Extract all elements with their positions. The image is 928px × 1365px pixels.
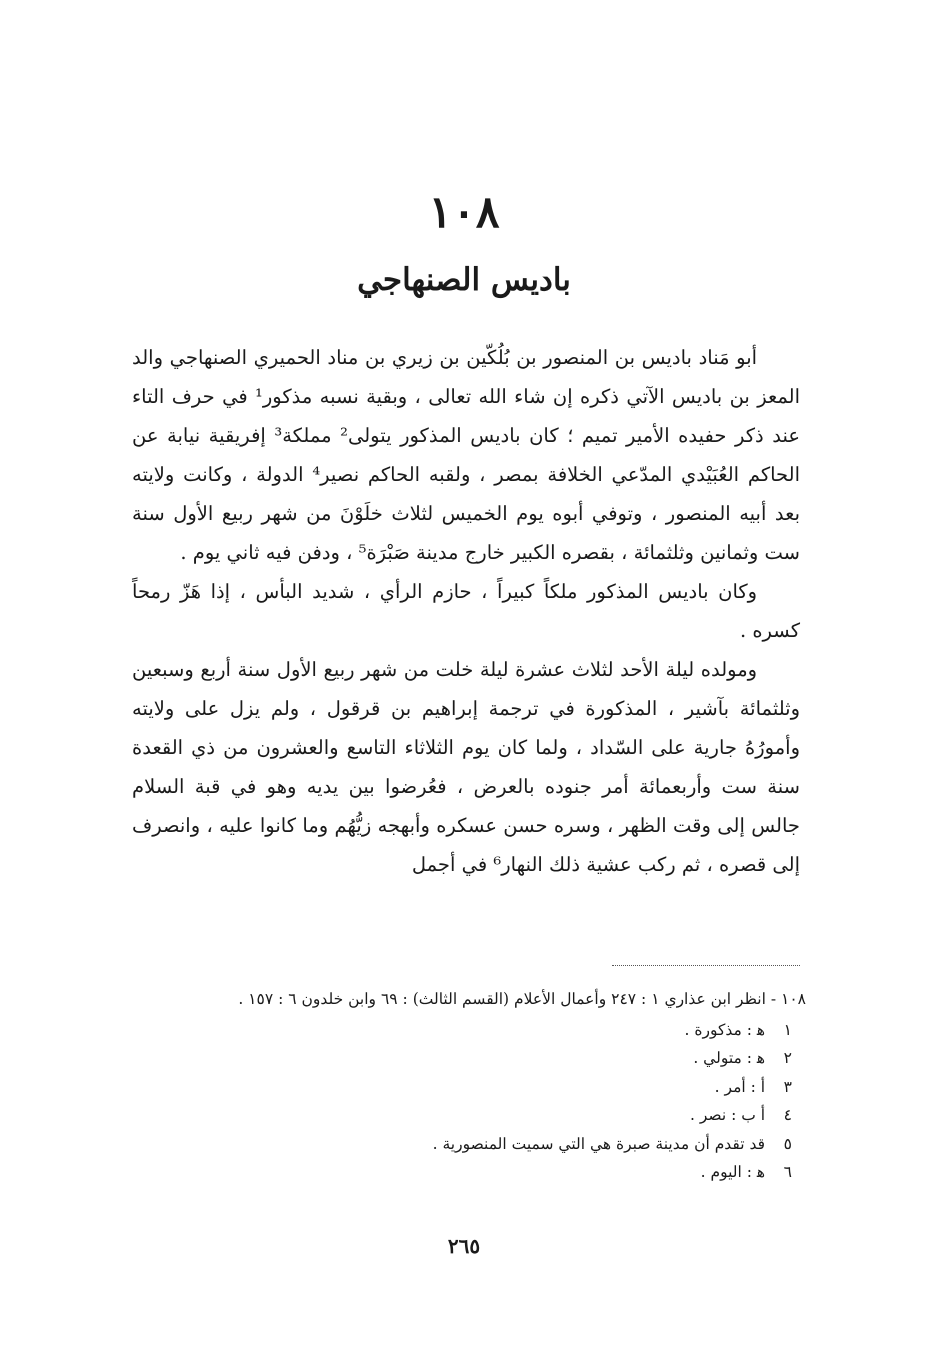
footnote-number: ٣: [783, 1077, 792, 1096]
entry-number: ١٠٨: [428, 187, 500, 238]
footnote-item: [128, 1016, 806, 1045]
footnote-text: قد تقدم أن مدينة صبرة هي التي سميت المنصورية .: [432, 1134, 766, 1153]
body-text: [132, 338, 800, 884]
footnote-item: [128, 1101, 806, 1130]
footnote-number: ١: [783, 1020, 792, 1039]
footnote-separator: [612, 965, 800, 966]
footnote-item: [128, 1044, 806, 1073]
footnote-text: ﻫ : متولي .: [693, 1049, 766, 1067]
footnote-header: ١٠٨ - انظر ابن عذاري ١ : ٢٤٧ وأعمال الأعلام (القسم الثالث) : ٦٩ وابن خلدون ٦ : ١٥٧ .: [238, 990, 806, 1008]
footnote-number: ٤: [783, 1106, 792, 1124]
paragraph: وكان باديس المذكور ملكاً كبيراً ، حازم الرأي ، شديد البأس ، إذا هَزّ رمحاً كسره .: [132, 580, 800, 642]
footnote-text: أ : أمر .: [714, 1077, 766, 1096]
paragraph: ومولده ليلة الأحد لثلاث عشرة ليلة خلت من شهر ربيع الأول سنة أربع وسبعين وثلثمائة بآشير ، المذكورة في ترجمة إبراهيم بن قرقول ، ولم يزل على ولايته وأمورُهُ جارية على السّداد ، ولما كان يوم الثلاثاء التاسع والعشرون من ذي القعدة سنة ست وأربعمائة أمر جنوده بالعرض ، فعُرضوا بين يديه وهو في قبة السلام جالس إلى وقت الظهر ، وسره حسن عسكره وأبهجه زيُّهُم وما كانوا عليه ، وانصرف إلى قصره ، ثم ركب عشية ذلك النهار⁶ في أجمل: [132, 658, 800, 876]
footnote-number: ٥: [783, 1134, 792, 1153]
entry-title: باديس الصنهاجي: [357, 262, 571, 298]
footnote-text: ﻫ : مذكورة .: [684, 1020, 766, 1039]
footnote-number: ٢: [783, 1049, 792, 1067]
footnotes: [128, 985, 806, 1187]
footnote-item: [128, 1158, 806, 1187]
footnote-item: [128, 1073, 806, 1102]
paragraph: أبو مَناد باديس بن المنصور بن بُلُكّين بن زيري بن مناد الحميري الصنهاجي والد المعز بن باديس الآتي ذكره إن شاء الله تعالى ، وبقية نسبه مذكور¹ في حرف التاء عند ذكر حفيده الأمير تميم ؛ كان باديس المذكور يتولى² مملكة³ إفريقية نيابة عن الحاكم العُبَيْدي المدّعي الخلافة بمصر ، ولقبه الحاكم نصير⁴ الدولة ، وكانت ولايته بعد أبيه المنصور ، وتوفي أبوه يوم الخميس لثلاث خلَوْنَ من شهر ربيع الأول سنة ست وثمانين وثلثمائة ، بقصره الكبير خارج مدينة صَبْرَة⁵ ، ودفن فيه ثاني يوم .: [132, 346, 801, 564]
footnote-number: ٦: [783, 1163, 792, 1181]
footnote-text: ﻫ : اليوم .: [700, 1163, 766, 1181]
footnote-item: [128, 1130, 806, 1159]
footnote-text: أ ب : نصر .: [689, 1106, 766, 1124]
page-number: ٢٦٥: [447, 1234, 481, 1258]
